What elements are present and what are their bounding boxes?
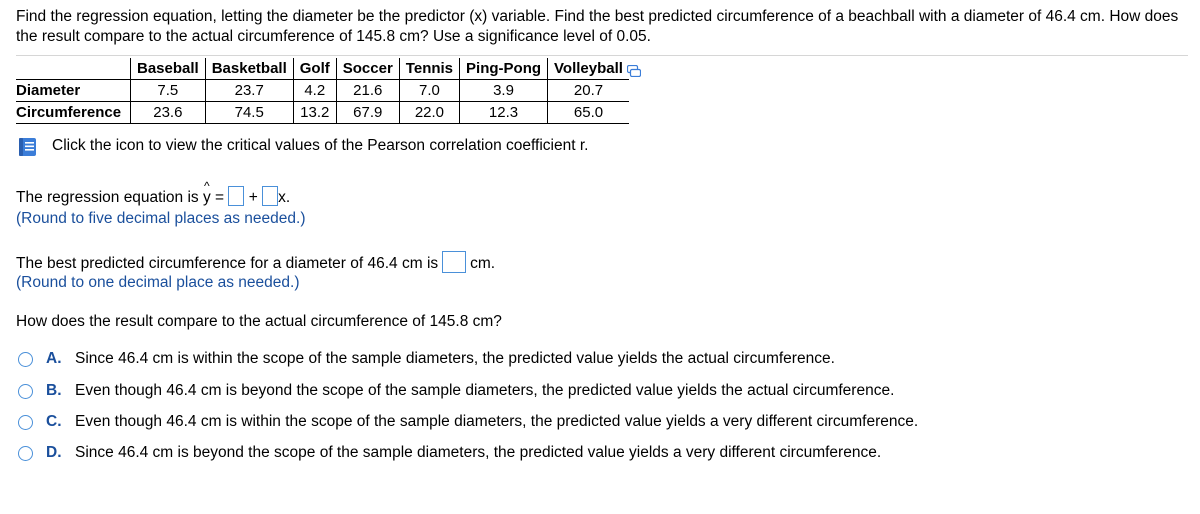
table-cell: 23.7 (205, 80, 293, 102)
row-label-diameter: Diameter (16, 80, 131, 102)
table-cell: 7.5 (131, 80, 206, 102)
prediction-prefix: The best predicted circumference for a diameter of 46.4 cm is (16, 255, 439, 272)
hint-text: Click the icon to view the critical values of the Pearson correlation coefficient r. (52, 137, 589, 154)
radio-button[interactable] (18, 446, 33, 461)
table-cell: 21.6 (336, 80, 399, 102)
slope-input[interactable] (262, 186, 278, 206)
table-cell: 3.9 (460, 80, 548, 102)
option-a[interactable] (18, 348, 835, 370)
option-d[interactable] (18, 442, 881, 464)
radio-button[interactable] (18, 415, 33, 430)
col-header-baseball: Baseball (131, 58, 206, 80)
radio-button[interactable] (18, 384, 33, 399)
table-cell: 13.2 (293, 102, 336, 124)
round-note-prediction: (Round to one decimal place as needed.) (16, 274, 300, 291)
prediction-line (16, 251, 495, 273)
equation-suffix: x. (278, 189, 291, 206)
copy-icon[interactable] (627, 64, 641, 76)
table-cell: 67.9 (336, 102, 399, 124)
table-cell: 23.6 (131, 102, 206, 124)
equation-prefix: The regression equation is (16, 189, 199, 206)
option-letter: B. (46, 382, 62, 399)
equals-sign: = (215, 189, 225, 206)
col-header-basketball: Basketball (205, 58, 293, 80)
option-text: Even though 46.4 cm is beyond the scope of the sample diameters, the predicted value yields the actual circumference. (75, 382, 895, 399)
divider (16, 55, 1188, 56)
option-letter: C. (46, 413, 62, 430)
data-table (16, 58, 629, 124)
table-cell: 7.0 (399, 80, 459, 102)
table-cell: 74.5 (205, 102, 293, 124)
table-row (16, 102, 629, 124)
option-c[interactable] (18, 411, 918, 433)
col-header-golf: Golf (293, 58, 336, 80)
prediction-unit: cm. (470, 255, 496, 272)
table-cell: 20.7 (548, 80, 629, 102)
row-label-circumference: Circumference (16, 102, 131, 124)
table-cell: 12.3 (460, 102, 548, 124)
book-icon[interactable] (16, 136, 39, 158)
table-cell: 4.2 (293, 80, 336, 102)
plus-sign: + (248, 189, 258, 206)
option-text: Since 46.4 cm is within the scope of the sample diameters, the predicted value yields the actual circumference. (75, 350, 835, 367)
y-hat: ^ y (202, 179, 211, 206)
round-note-equation: (Round to five decimal places as needed.) (16, 210, 306, 227)
col-header-ping-pong: Ping-Pong (460, 58, 548, 80)
option-b[interactable] (18, 380, 894, 402)
option-text: Even though 46.4 cm is within the scope of the sample diameters, the predicted value yields a very different circumference. (75, 413, 919, 430)
col-header-soccer: Soccer (336, 58, 399, 80)
comparison-question: How does the result compare to the actual circumference of 145.8 cm? (16, 313, 502, 330)
regression-equation (16, 179, 291, 207)
option-text: Since 46.4 cm is beyond the scope of the sample diameters, the predicted value yields a very different circumference. (75, 444, 882, 461)
col-header-tennis: Tennis (399, 58, 459, 80)
option-letter: A. (46, 350, 62, 367)
table-cell: 65.0 (548, 102, 629, 124)
table-cell: 22.0 (399, 102, 459, 124)
prediction-input[interactable] (442, 251, 466, 273)
col-header-volleyball: Volleyball (548, 58, 629, 80)
radio-button[interactable] (18, 352, 33, 367)
intercept-input[interactable] (228, 186, 244, 206)
problem-statement: Find the regression equation, letting the diameter be the predictor (x) variable. Find the best predicted circumference of a beachball with a diameter of 46.4 cm. How does the result compare to the actual circumference of 145.8 cm? Use a significance level of 0.05. (16, 8, 1179, 45)
table-row (16, 80, 629, 102)
option-letter: D. (46, 444, 62, 461)
